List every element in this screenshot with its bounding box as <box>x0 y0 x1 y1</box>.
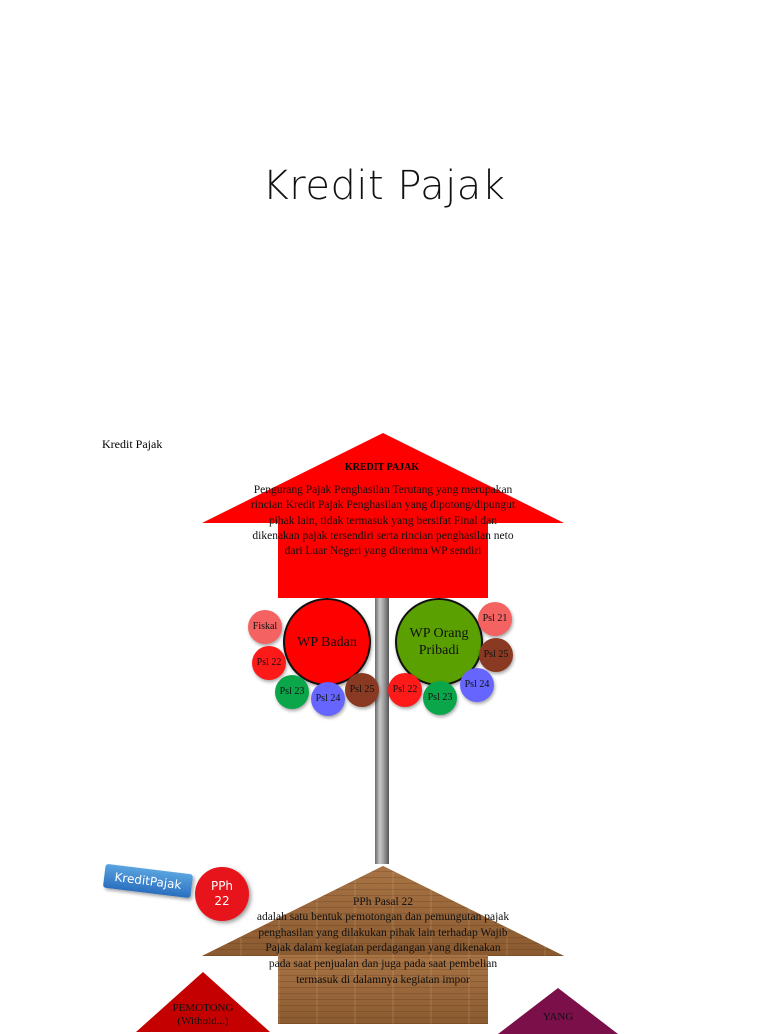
right-psl22-circle: Psl 22 <box>388 673 422 707</box>
kredit-pajak-definition: Pengurang Pajak Penghasilan Terutang yang merupakan rincian Kredit Pajak Penghasilan yang dipotong/dipungut pihak lain, tidak termasuk yang bersifat Final dan dikenakan pajak tersendiri serta rincian penghasilan neto dari Luar Negeri yang diterima WP sendiri <box>250 484 516 558</box>
wp-orang-pribadi-circle: WP Orang Pribadi <box>395 598 483 686</box>
pemotong-line1: PEMOTONG <box>172 1002 234 1014</box>
signpost-pole <box>375 598 389 864</box>
left-psl24-circle: Psl 24 <box>311 682 345 716</box>
kredit-pajak-badge: KreditPajak <box>103 864 193 899</box>
right-psl23-circle: Psl 23 <box>423 681 457 715</box>
pph-number: 22 <box>214 894 230 908</box>
yang-label: YANG <box>542 1011 574 1023</box>
right-psl24-circle: Psl 24 <box>460 668 494 702</box>
page-title: Kredit Pajak <box>262 163 506 209</box>
pph22-definition: adalah satu bentuk pemotongan dan pemungutan pajak penghasilan yang dilakukan pihak lain terhadap Wajib Pajak dalam kegiatan perdagangan yang dikenakan pada saat penjualan dan juga pada saat pembelian termasuk di dalamnya kegiatan impor <box>256 911 510 986</box>
left-psl22-circle: Psl 22 <box>252 646 286 680</box>
fiskal-circle: Fiskal <box>248 610 282 644</box>
kredit-pajak-heading: KREDIT PAJAK <box>344 462 420 473</box>
document-label: Kredit Pajak <box>102 437 163 451</box>
pph-label: PPh <box>210 879 234 893</box>
pph22-badge <box>195 867 249 921</box>
left-psl25-circle: Psl 25 <box>345 673 379 707</box>
left-psl23-circle: Psl 23 <box>275 675 309 709</box>
right-psl25-circle: Psl 25 <box>479 638 513 672</box>
pph22-heading: PPh Pasal 22 <box>352 896 414 908</box>
pemotong-line2: (Withold...) <box>177 1015 229 1027</box>
pemotong-label <box>150 1002 256 1028</box>
wp-badan-circle: WP Badan <box>283 598 371 686</box>
right-psl21-circle: Psl 21 <box>478 602 512 636</box>
